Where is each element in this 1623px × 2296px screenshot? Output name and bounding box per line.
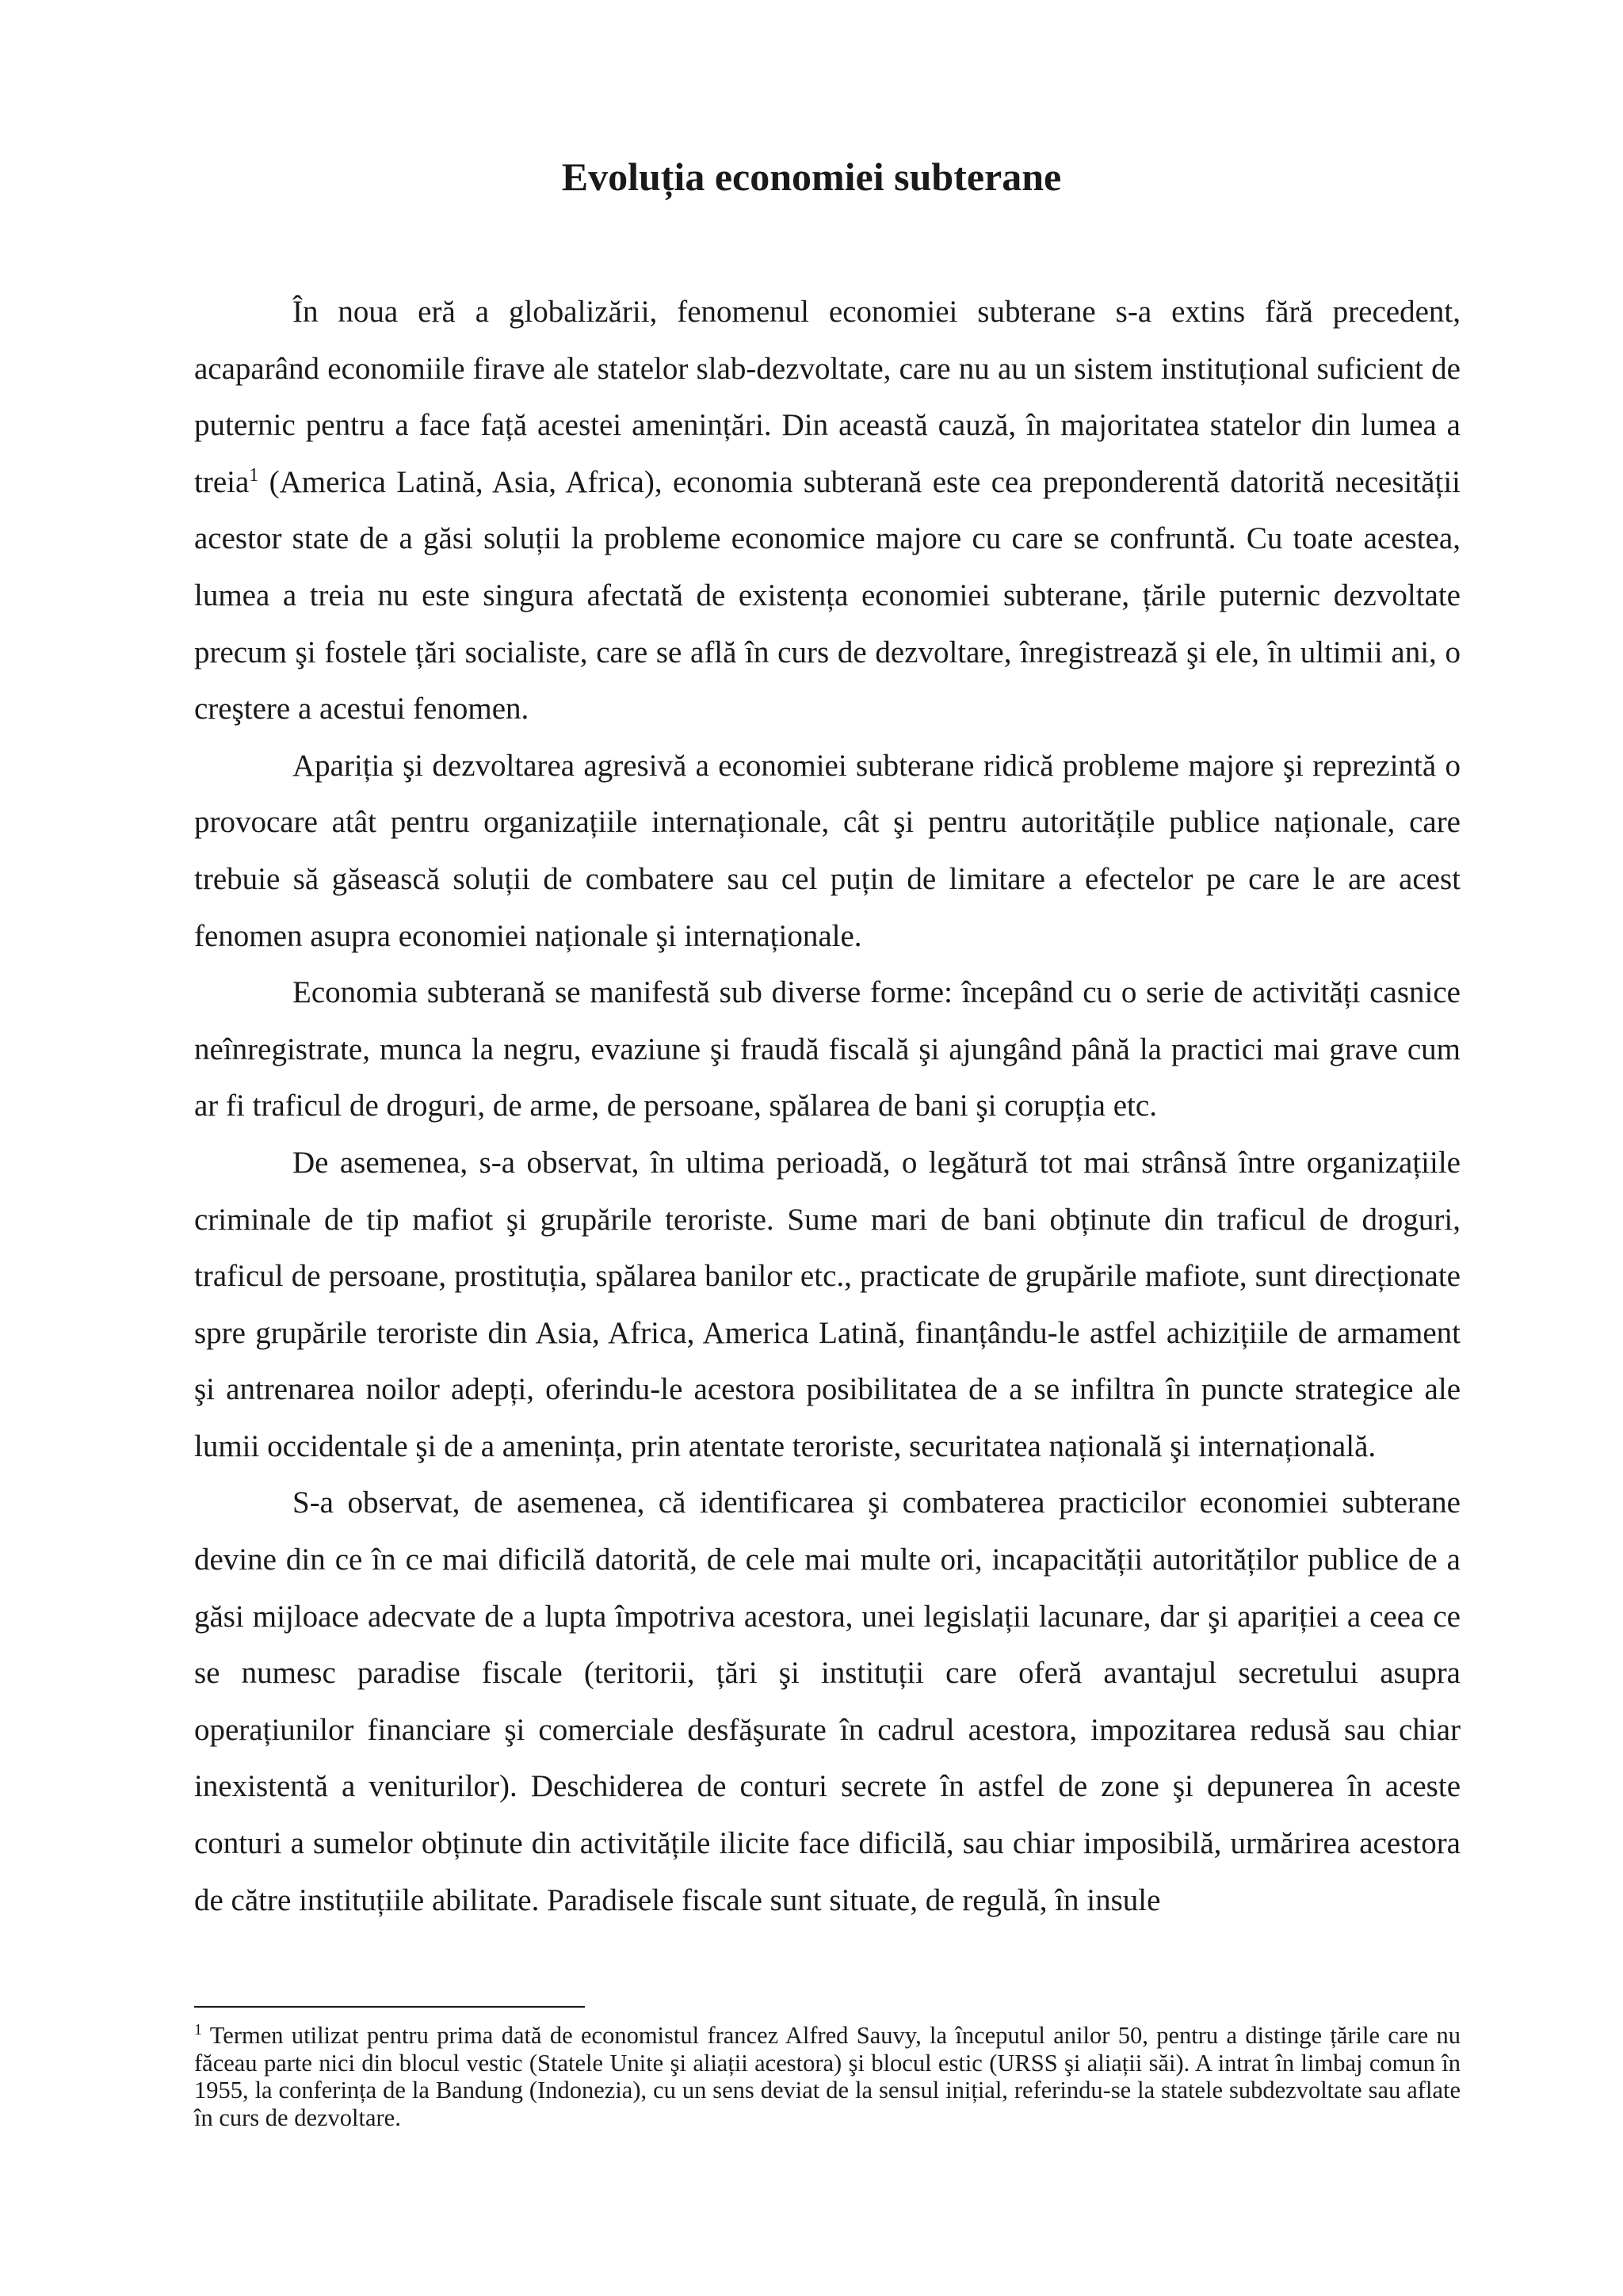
page-title: Evoluția economiei subterane (561, 154, 1062, 199)
paragraph-1-text-after-ref: (America Latină, Asia, Africa), economia subterană este cea preponderentă datorită necesității acestor state de a găsi soluții la probleme economice majore cu care se confruntă. Cu toate acestea, lumea a treia nu este singura afectată de existența economiei subterane, țările puternic dezvoltate precum şi fostele țări socialiste, care se află în curs de dezvoltare, înregistrează şi ele, în ultimii ani, o creştere a acestui fenomen. (194, 464, 1461, 727)
footnote-text: Termen utilizat pentru prima dată de economistul francez Alfred Sauvy, la începutul anilor 50, pentru a distinge țările care nu făceau parte nici din blocul vestic (Statele Unite şi aliații acestora) şi blocul estic (URSS şi aliații săi). A intrat în limbaj comun în 1955, la conferința de la Bandung (Indonezia), cu un sens deviat de la sensul inițial, referindu-se la statele subdezvoltate sau aflate în curs de dezvoltare. (194, 2022, 1461, 2131)
paragraph-5: S-a observat, de asemenea, că identificarea şi combaterea practicilor economiei subterane devine din ce în ce mai dificilă datorită, de cele mai multe ori, incapacității autorităților publice de a găsi mijloace adecvate de a lupta împotriva acestora, unei legislații lacunare, dar şi apariției a ceea ce se numesc paradise fiscale (teritorii, țări şi instituții care oferă avantajul secretului asupra operațiunilor financiare şi comerciale desfăşurate în cadrul acestora, impozitarea redusă sau chiar inexistentă a veniturilor). Deschiderea de conturi secrete în astfel de zone şi depunerea în aceste conturi a sumelor obținute din activitățile ilicite face dificilă, sau chiar imposibilă, urmărirea acestora de către instituțiile abilitate. Paradisele fiscale sunt situate, de regulă, în insule (194, 1486, 1461, 1917)
footnote-reference[interactable]: 1 (249, 464, 259, 486)
paragraph-4: De asemenea, s-a observat, în ultima perioadă, o legătură tot mai strânsă între organizațiile criminale de tip mafiot şi grupările teroriste. Sume mari de bani obținute din traficul de droguri, traficul de persoane, prostituția, spălarea banilor etc., practicate de grupările mafiote, sunt direcționate spre grupările teroriste din Asia, Africa, America Latină, finanțându-le astfel achizițiile de armament şi antrenarea noilor adepți, oferindu-le acestora posibilitatea de a se infiltra în puncte strategice ale lumii occidentale şi de a amenința, prin atentate teroriste, securitatea națională şi internațională. (194, 1145, 1461, 1463)
paragraph-3: Economia subterană se manifestă sub diverse forme: începând cu o serie de activități casnice neînregistrate, munca la negru, evaziune şi fraudă fiscală şi ajungând până la practici mai grave cum ar fi traficul de droguri, de arme, de persoane, spălarea de bani şi corupția etc. (194, 975, 1461, 1123)
paragraph-1-text-before-ref: În noua eră a globalizării, fenomenul economiei subterane s-a extins fără precedent, acaparând economiile firave ale statelor slab-dezvoltate, care nu au un sistem instituțional suficient de puternic pentru a face față acestei amenințări. Din această cauză, în majoritatea statelor din lumea a treia (194, 295, 1461, 499)
body-text (194, 284, 1461, 1928)
footnote-number: 1 (194, 2020, 202, 2039)
footnote-separator (194, 2006, 585, 2008)
paragraph-1 (194, 284, 1461, 738)
paragraph-2: Apariția şi dezvoltarea agresivă a economiei subterane ridică probleme majore şi reprezintă o provocare atât pentru organizațiile internaționale, cât şi pentru autoritățile publice naționale, care trebuie să găsească soluții de combatere sau cel puțin de limitare a efectelor pe care le are acest fenomen asupra economiei naționale şi internaționale. (194, 748, 1461, 953)
footnote (194, 2022, 1461, 2131)
